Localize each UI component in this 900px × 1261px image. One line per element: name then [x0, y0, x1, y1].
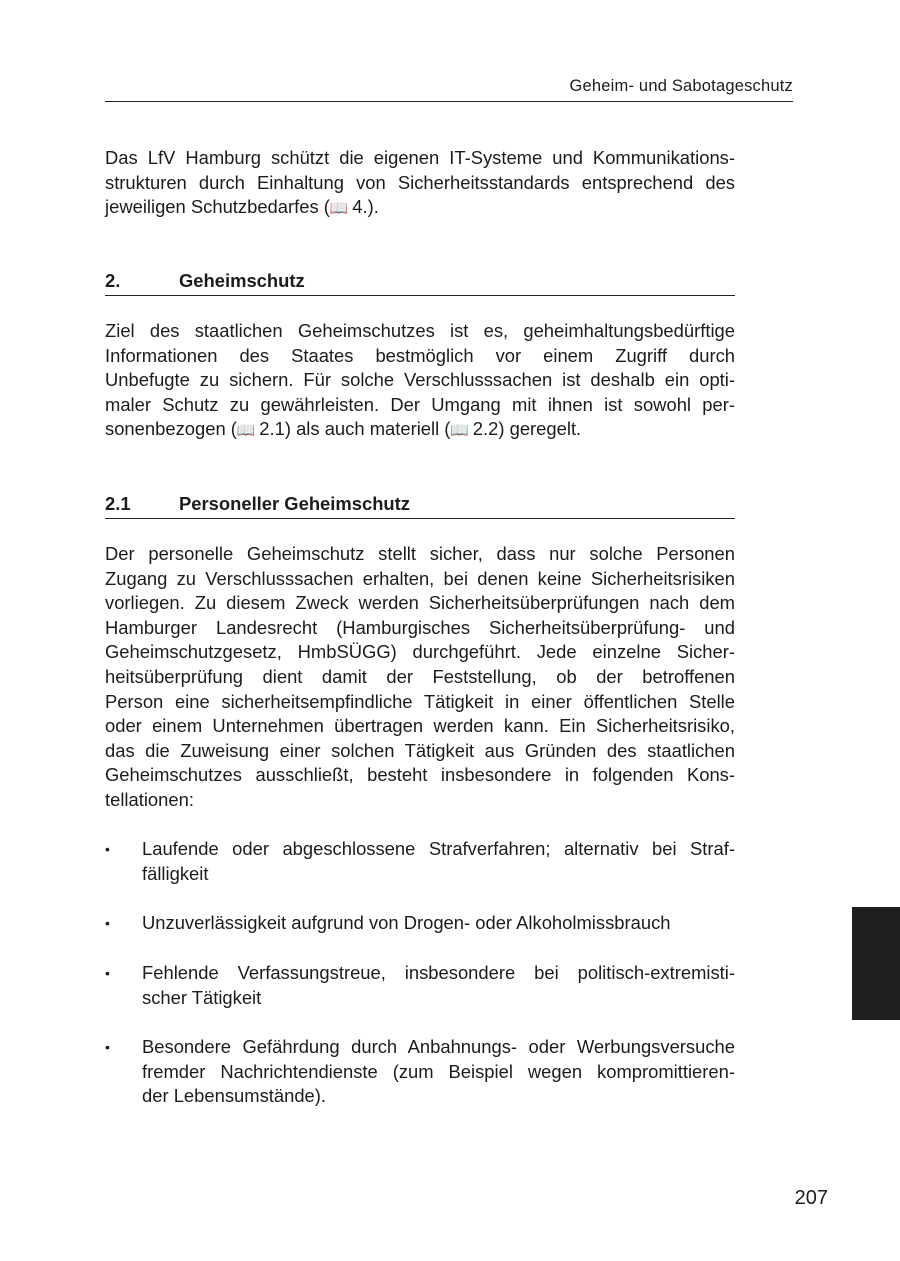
text-line: Informationen des Staates bestmöglich vor einem Zugriff durch: [105, 344, 735, 366]
intro-paragraph: [105, 146, 735, 221]
text-line: Der personelle Geheimschutz stellt sicher, dass nur solche Personen: [105, 543, 735, 564]
book-icon: 📖: [236, 421, 256, 440]
list-item-text: [142, 911, 735, 936]
book-icon: 📖: [450, 421, 470, 440]
text-line: [105, 195, 735, 221]
text-line: der Lebensumstände).: [142, 1085, 327, 1107]
text-line: Geheimschutzgesetz, HmbSÜGG) durchgeführt. Jede einzelne Sicher-: [105, 641, 735, 663]
text-line: strukturen durch Einhaltung von Sicherheitsstandards entsprechend des: [105, 171, 735, 193]
section-number: 2.: [105, 270, 121, 291]
bullet-symbol: •: [105, 915, 110, 931]
cross-reference: 2.1) als auch materiell (: [259, 418, 451, 440]
text-line: Zugang zu Verschlusssachen erhalten, bei denen keine Sicherheitsrisiken: [105, 567, 735, 589]
text-line: heitsüberprüfung dient damit der Feststellung, ob der betroffenen: [105, 665, 735, 687]
text-line: oder einem Unternehmen übertragen werden kann. Ein Sicherheitsrisiko,: [105, 715, 735, 737]
section2-paragraph: [105, 319, 735, 443]
text-line: Hamburger Landesrecht (Hamburgisches Sicherheitsüberprüfung- und: [105, 616, 735, 638]
text-line: Unbefugte zu sichern. Für solche Verschlusssachen ist deshalb ein opti-: [105, 369, 735, 391]
text-fragment: jeweiligen Schutzbedarfes (: [105, 196, 330, 218]
text-line: Fehlende Verfassungstreue, insbesondere bei politisch-extremisti-: [142, 962, 735, 983]
list-item-text: [142, 961, 735, 1010]
text-line: Geheimschutzes ausschließt, besteht insbesondere in folgenden Kons-: [105, 764, 735, 786]
text-line: tellationen:: [105, 788, 194, 810]
text-line: Laufende oder abgeschlossene Strafverfahren; alternativ bei Straf-: [142, 838, 735, 859]
text-line: scher Tätigkeit: [142, 986, 262, 1008]
text-line: maler Schutz zu gewährleisten. Der Umgang mit ihnen ist sowohl per-: [105, 393, 735, 415]
chapter-thumb-tab: [852, 907, 900, 1020]
text-line: Das LfV Hamburg schützt die eigenen IT-Systeme und Kommunikations-: [105, 147, 735, 168]
section-number: 2.1: [105, 493, 131, 514]
list-item-text: [142, 1035, 735, 1109]
text-line: fälligkeit: [142, 862, 209, 884]
text-line: Ziel des staatlichen Geheimschutzes ist es, geheimhaltungsbedürftige: [105, 320, 735, 341]
section-title: Personeller Geheimschutz: [179, 493, 410, 514]
page-number: 207: [794, 1187, 828, 1209]
text-line: [105, 417, 735, 443]
text-line: vorliegen. Zu diesem Zweck werden Sicherheitsüberprüfungen nach dem: [105, 592, 735, 614]
section-title: Geheimschutz: [179, 270, 305, 291]
text-line: fremder Nachrichtendienste (zum Beispiel wegen kompromittieren-: [142, 1060, 735, 1082]
text-line: Unzuverlässigkeit aufgrund von Drogen- oder Alkoholmissbrauch: [142, 912, 671, 933]
section-heading: [105, 270, 735, 296]
list-item-text: [142, 837, 735, 886]
text-fragment: sonenbezogen (: [105, 418, 237, 440]
text-line: Person eine sicherheitsempfindliche Tätigkeit in einer öffentlichen Stelle: [105, 690, 735, 712]
cross-reference: 2.2) geregelt.: [472, 418, 582, 440]
bullet-symbol: •: [105, 1039, 110, 1055]
book-icon: 📖: [329, 199, 349, 218]
running-head: Geheim- und Sabotageschutz: [105, 74, 793, 102]
subsection-heading: [105, 493, 735, 519]
text-line: Besondere Gefährdung durch Anbahnungs- oder Werbungsversuche: [142, 1036, 735, 1057]
bullet-symbol: •: [105, 965, 110, 981]
bullet-symbol: •: [105, 841, 110, 857]
text-line: das die Zuweisung einer solchen Tätigkeit aus Gründen des staatlichen: [105, 739, 735, 761]
cross-reference: 4.).: [352, 196, 379, 218]
section21-paragraph: [105, 542, 735, 813]
